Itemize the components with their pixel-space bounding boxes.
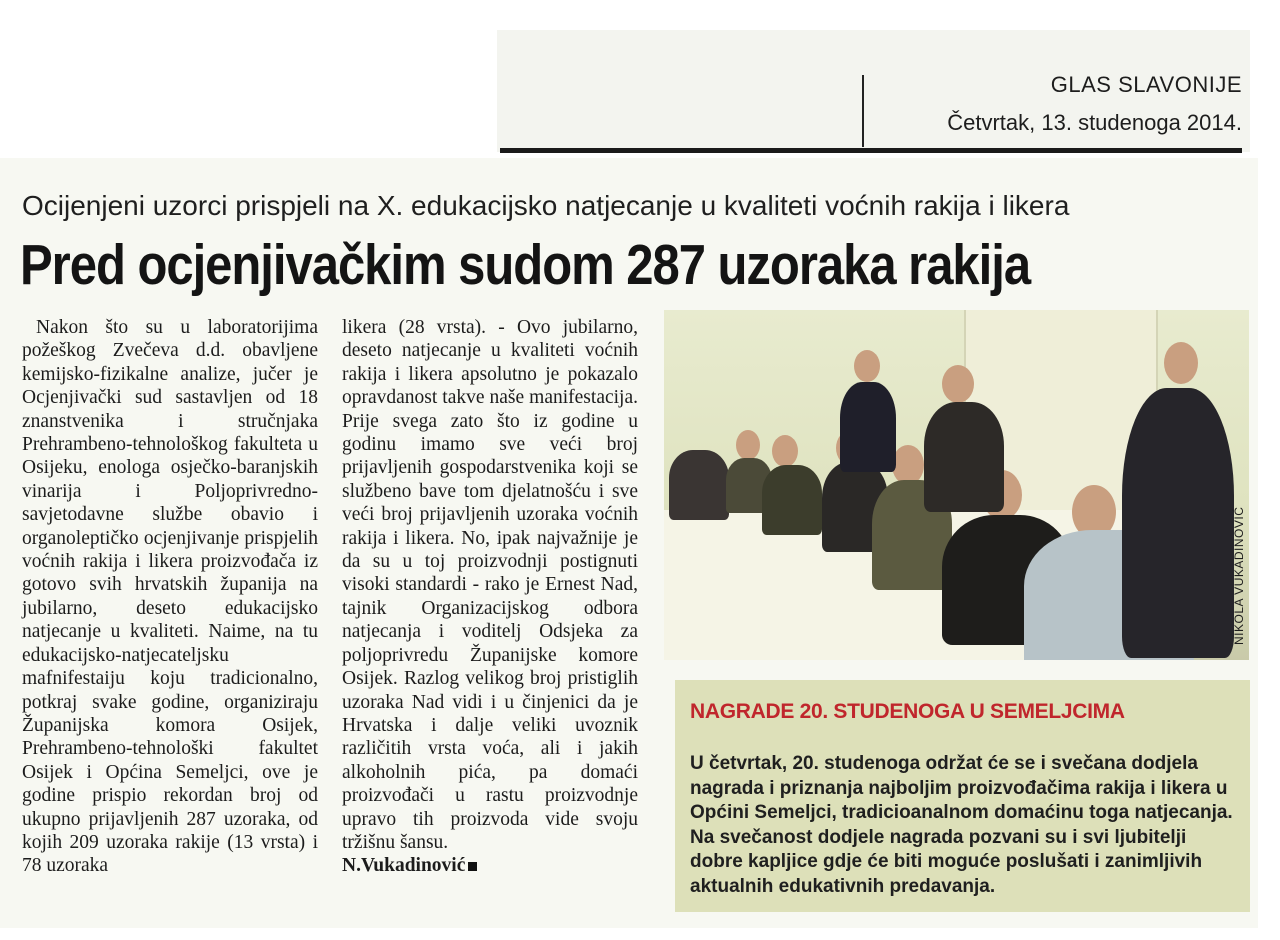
photo-head [854, 350, 880, 382]
photo-person [762, 465, 822, 535]
photo-head [1164, 342, 1198, 384]
photo-head [736, 430, 760, 460]
column-2-text: likera (28 vrsta). - Ovo jubilarno, deseto natjecanje u kvaliteti voćnih rakija i likera apsolutno je pokazalo opravdanost takve naše manifestacija. Prije svega zato što iz godine u godinu imamo sve veći broj prijavljenih gospodarstvenika koji se službeno bave tom djelatnošću i sve veći broj prijavljenih uzoraka voćnih rakija i likera. No, ipak najvažnije je da su u toj proizvodnji postignuti visoki standardi - rako je Ernest Nad, tajnik Organizacijskog odbora natjecanja i voditelj Odsjeka za poljoprivredu Županijske komore Osijek. Razlog velikog broj pristiglih uzoraka Nad vidi i u činjenici da je Hrvatska i dalje veliki uvoznik različitih vrsta voća, ali i jakih alkoholnih pića, pa domaći proizvođači u rastu proizvodnje upravo tih proizvoda vide svoju tržišnu šansu. [342, 317, 638, 853]
photo-head [772, 435, 798, 467]
sidebar-box-text: U četvrtak, 20. studenoga održat će se i svečana dodjela nagrada i priznanja najboljim proizvođačima rakija i likera u Općini Semeljci, tradicioanalnom domaćinu toga natjecanja. Na svečanost dodjele nagrada pozvani su i svi ljubitelji dobre kapljice gdje će biti moguće poslušati i zanimljivih aktualnih edukativnih predavanja. [690, 753, 1233, 897]
sidebar-box-title: NAGRADE 20. STUDENOGA U SEMELJCIMA [690, 700, 1125, 723]
end-mark-icon [468, 862, 477, 871]
article-kicker: Ocijenjeni uzorci prispjeli na X. edukacijsko natjecanje u kvaliteti voćnih rakija i likera [22, 190, 1070, 221]
photo-person [1122, 388, 1234, 658]
photo-head [942, 365, 974, 403]
photo-head [892, 445, 924, 485]
article-column-2 [342, 316, 638, 878]
photo-person [669, 450, 729, 520]
newspaper-name: GLAS SLAVONIJE [1050, 72, 1242, 97]
article-byline: N.Vukadinović [342, 855, 466, 877]
article-column-1 [22, 316, 318, 878]
photo-credit: NIKOLA VUKADINOVIĆ [1232, 506, 1246, 645]
column-1-text: Nakon što su u laboratorijima požeškog Zvečeva d.d. obavljene kemijsko-fizikalne analize, jučer je Ocjenjivački sud sastavljen od 18 znanstvenika i stručnjaka Prehrambeno-tehnološkog fakulteta u Osijeku, enologa osječko-baranjskih vinarija i Poljoprivredno-savjetodavne službe obavio i organoleptičko ocjenjivanje prispjelih voćnih rakija i likera proizvođača iz gotovo svih hrvatskih županija na jubilarno, deseto edukacijsko natjecanje u kvaliteti. Naime, na tu edukacijsko-natjecateljsku mafnifestaiju koju tradicionalno, potkraj svake godine, organiziraju Županijska komora Osijek, Prehrambeno-tehnološki fakultet Osijek i Općina Semeljci, ove je godine prispio rekordan broj od ukupno prijavljenih 287 uzoraka, od kojih 209 uzoraka rakije (13 vrsta) i 78 uzoraka [22, 317, 318, 877]
masthead-divider [862, 75, 864, 147]
article-photo [664, 310, 1249, 660]
issue-date: Četvrtak, 13. studenoga 2014. [947, 110, 1242, 135]
photo-person [924, 402, 1004, 512]
masthead-rule [500, 148, 1242, 153]
photo-person [840, 382, 896, 472]
article-headline: Pred ocjenjivačkim sudom 287 uzoraka rakija [20, 233, 1031, 297]
